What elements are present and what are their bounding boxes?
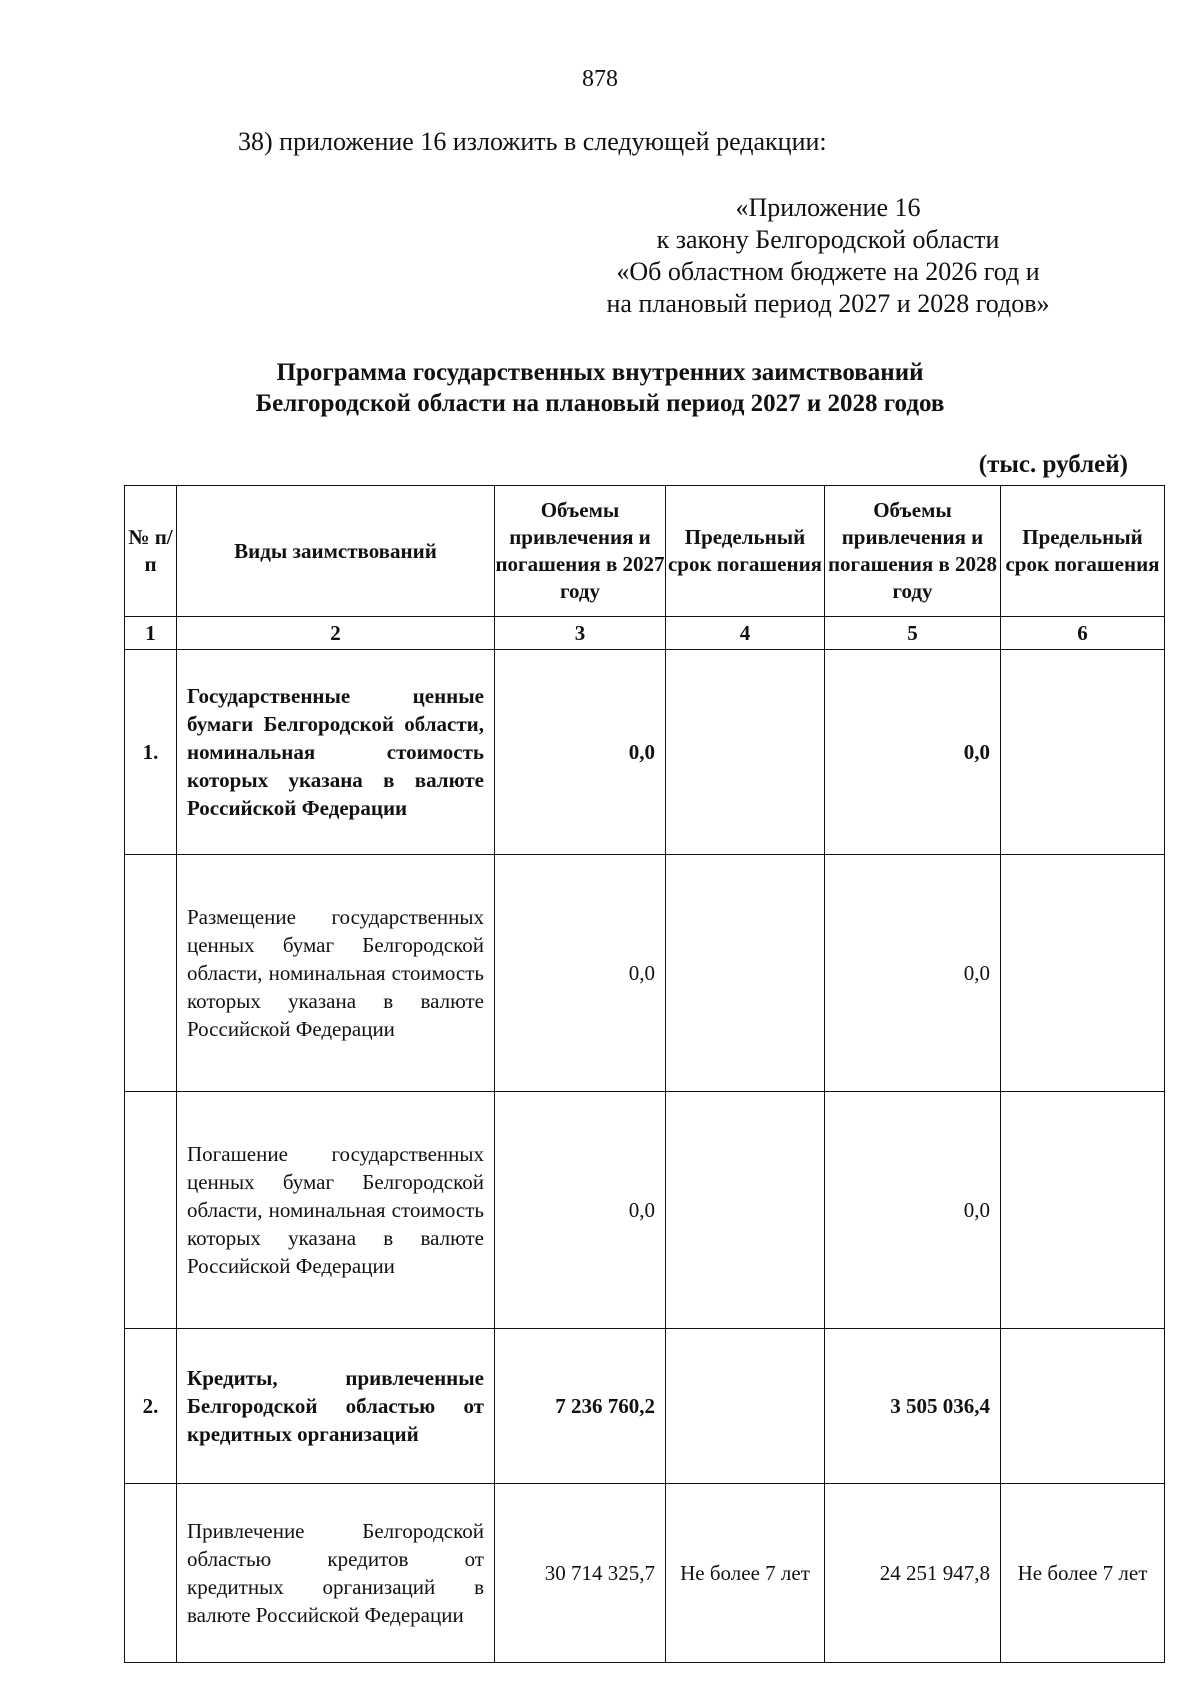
row-term-2028 bbox=[1001, 650, 1165, 855]
table-row bbox=[125, 1329, 1165, 1484]
row-term-2027 bbox=[666, 1092, 825, 1329]
row-number bbox=[125, 855, 177, 1092]
column-number-row bbox=[125, 617, 1165, 650]
table-row bbox=[125, 1092, 1165, 1329]
row-volume-2027: 7 236 760,2 bbox=[495, 1329, 666, 1484]
table-row bbox=[125, 1484, 1165, 1663]
column-number: 3 bbox=[495, 617, 666, 650]
row-kind: Погашение государственных ценных бумаг Белгородской области, номинальная стоимость которых указана в валюте Российской Федерации bbox=[177, 1092, 495, 1329]
row-term-2027 bbox=[666, 1329, 825, 1484]
row-volume-2028: 0,0 bbox=[825, 1092, 1001, 1329]
appendix-line: к закону Белгородской области bbox=[656, 225, 1000, 254]
row-volume-2027: 0,0 bbox=[495, 650, 666, 855]
row-term-2027 bbox=[666, 650, 825, 855]
header-term-2027: Предельный срок погашения bbox=[666, 486, 825, 617]
column-number: 4 bbox=[666, 617, 825, 650]
row-number: 1. bbox=[125, 650, 177, 855]
row-kind: Государственные ценные бумаги Белгородской области, номинальная стоимость которых указана в валюте Российской Федерации bbox=[177, 650, 495, 855]
appendix-reference bbox=[548, 192, 1108, 320]
row-term-2027 bbox=[666, 855, 825, 1092]
header-term-2028: Предельный срок погашения bbox=[1001, 486, 1165, 617]
row-term-2028 bbox=[1001, 1092, 1165, 1329]
column-number: 2 bbox=[177, 617, 495, 650]
header-kind: Виды заимствований bbox=[177, 486, 495, 617]
row-volume-2027: 0,0 bbox=[495, 1092, 666, 1329]
row-volume-2028: 3 505 036,4 bbox=[825, 1329, 1001, 1484]
header-volume-2028: Объемы привлечения и погашения в 2028 году bbox=[825, 486, 1001, 617]
row-term-2027: Не более 7 лет bbox=[666, 1484, 825, 1663]
document-title bbox=[0, 357, 1200, 419]
row-volume-2027: 30 714 325,7 bbox=[495, 1484, 666, 1663]
row-volume-2028: 0,0 bbox=[825, 855, 1001, 1092]
row-kind: Кредиты, привлеченные Белгородской областью от кредитных организаций bbox=[177, 1329, 495, 1484]
row-volume-2028: 24 251 947,8 bbox=[825, 1484, 1001, 1663]
row-term-2028: Не более 7 лет bbox=[1001, 1484, 1165, 1663]
row-number bbox=[125, 1484, 177, 1663]
row-volume-2027: 0,0 bbox=[495, 855, 666, 1092]
borrowing-table bbox=[124, 485, 1165, 1663]
intro-paragraph: 38) приложение 16 изложить в следующей редакции: bbox=[238, 127, 827, 156]
appendix-line: «Об областном бюджете на 2026 год и bbox=[616, 257, 1040, 286]
row-term-2028 bbox=[1001, 1329, 1165, 1484]
row-term-2028 bbox=[1001, 855, 1165, 1092]
header-volume-2027: Объемы привлечения и погашения в 2027 году bbox=[495, 486, 666, 617]
column-number: 6 bbox=[1001, 617, 1165, 650]
row-kind: Привлечение Белгородской областью кредитов от кредитных организаций в валюте Российской Федерации bbox=[177, 1484, 495, 1663]
units-label: (тыс. рублей) bbox=[978, 451, 1128, 478]
appendix-line: на плановый период 2027 и 2028 годов» bbox=[606, 289, 1050, 318]
table-row bbox=[125, 855, 1165, 1092]
row-kind: Размещение государственных ценных бумаг Белгородской области, номинальная стоимость которых указана в валюте Российской Федерации bbox=[177, 855, 495, 1092]
column-number: 1 bbox=[125, 617, 177, 650]
column-number: 5 bbox=[825, 617, 1001, 650]
appendix-line: «Приложение 16 bbox=[735, 193, 921, 222]
title-line: Программа государственных внутренних заимствований bbox=[276, 359, 924, 386]
table-row bbox=[125, 650, 1165, 855]
table-header-row bbox=[125, 486, 1165, 617]
title-line: Белгородской области на плановый период 2027 и 2028 годов bbox=[255, 390, 945, 417]
row-number bbox=[125, 1092, 177, 1329]
row-volume-2028: 0,0 bbox=[825, 650, 1001, 855]
page-number: 878 bbox=[582, 66, 618, 92]
header-number: № п/п bbox=[125, 486, 177, 617]
row-number: 2. bbox=[125, 1329, 177, 1484]
